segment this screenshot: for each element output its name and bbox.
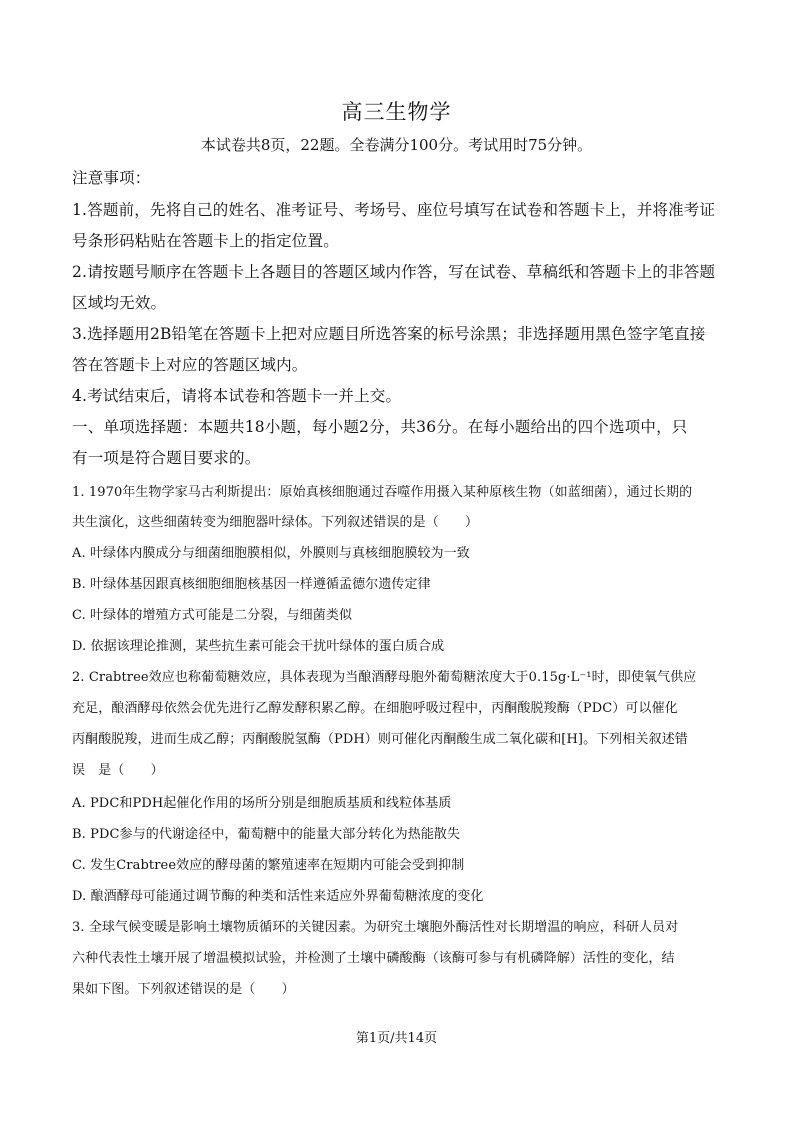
page-title: 高三生物学 xyxy=(341,100,452,124)
q1-option-a: A. 叶绿体内膜成分与细菌细胞膜相似，外膜则与真核细胞膜较为一致 xyxy=(72,546,470,561)
notice-2-line1: 2.请按题号顺序在答题卡上各题目的答题区域内作答，写在试卷、草稿纸和答题卡上的非答题 xyxy=(72,263,716,281)
q2-option-d: D. 酿酒酵母可能通过调节酶的种类和活性来适应外界葡萄糖浓度的变化 xyxy=(72,889,484,904)
q2-stem-line3: 丙酮酸脱羧，进而生成乙醇；丙酮酸脱氢酶（PDH）则可催化丙酮酸生成二氧化碳和[H]。下列相关叙述错 xyxy=(72,732,688,747)
q2-stem-line2: 充足，酿酒酵母依然会优先进行乙醇发酵积累乙醇。在细胞呼吸过程中，丙酮酸脱羧酶（PDC）可以催化 xyxy=(72,701,678,716)
q2-option-b: B. PDC参与的代谢途径中，葡萄糖中的能量大部分转化为热能散失 xyxy=(72,827,461,842)
q3-stem-line1: 3. 全球气候变暖是影响土壤物质循环的关键因素。为研究土壤胞外酶活性对长期增温的响应，科研人员对 xyxy=(72,920,679,935)
section-heading-line2: 有一项是符合题目要求的。 xyxy=(72,449,261,467)
q2-option-a: A. PDC和PDH起催化作用的场所分别是细胞质基质和线粒体基质 xyxy=(72,796,452,811)
notice-1-line1: 1.答题前，先将自己的姓名、准考证号、考场号、座位号填写在试卷和答题卡上，并将准考证 xyxy=(72,201,716,219)
q2-option-c: C. 发生Crabtree效应的酵母菌的繁殖速率在短期内可能会受到抑制 xyxy=(72,858,465,873)
q2-stem-line4: 误 是（ ） xyxy=(72,763,164,778)
q1-option-b: B. 叶绿体基因跟真核细胞细胞核基因一样遵循孟德尔遗传定律 xyxy=(72,577,431,592)
q1-option-c: C. 叶绿体的增殖方式可能是二分裂，与细菌类似 xyxy=(72,608,353,623)
notice-3-line2: 答在答题卡上对应的答题区域内。 xyxy=(72,356,308,374)
q1-stem-line2: 共生演化，这些细菌转变为细胞器叶绿体。下列叙述错误的是（ ） xyxy=(72,515,479,530)
section-heading-line1: 一、单项选择题：本题共18小题，每小题2分，共36分。在每小题给出的四个选项中，只 xyxy=(72,418,688,436)
q3-stem-line3: 果如下图。下列叙述错误的是（ ） xyxy=(72,982,295,997)
notice-2-line2: 区域均无效。 xyxy=(72,294,167,312)
q1-option-d: D. 依据该理论推测，某些抗生素可能会干扰叶绿体的蛋白质合成 xyxy=(72,639,445,654)
exam-info: 本试卷共8页，22题。全卷满分100分。考试用时75分钟。 xyxy=(200,136,593,154)
q3-stem-line2: 六种代表性土壤开展了增温模拟试验，并检测了土壤中磷酸酶（该酶可参与有机磷降解）活性的变化，结 xyxy=(72,951,675,966)
notice-3-line1: 3.选择题用2B铅笔在答题卡上把对应题目所选答案的标号涂黑；非选择题用黑色签字笔直接 xyxy=(72,325,706,343)
notice-4-line1: 4.考试结束后，请将本试卷和答题卡一并上交。 xyxy=(72,387,402,405)
q1-stem-line1: 1. 1970年生物学家马古利斯提出：原始真核细胞通过吞噬作用摄入某种原核生物（如蓝细菌），通过长期的 xyxy=(72,485,693,500)
notice-heading: 注意事项： xyxy=(72,169,151,187)
notice-1-line2: 号条形码粘贴在答题卡上的指定位置。 xyxy=(72,232,339,250)
q2-stem-line1: 2. Crabtree效应也称葡萄糖效应，具体表现为当酿酒酵母胞外葡萄糖浓度大于0.15g·L⁻¹时，即使氧气供应 xyxy=(72,670,697,685)
page-number: 第1页/共14页 xyxy=(355,1031,438,1046)
